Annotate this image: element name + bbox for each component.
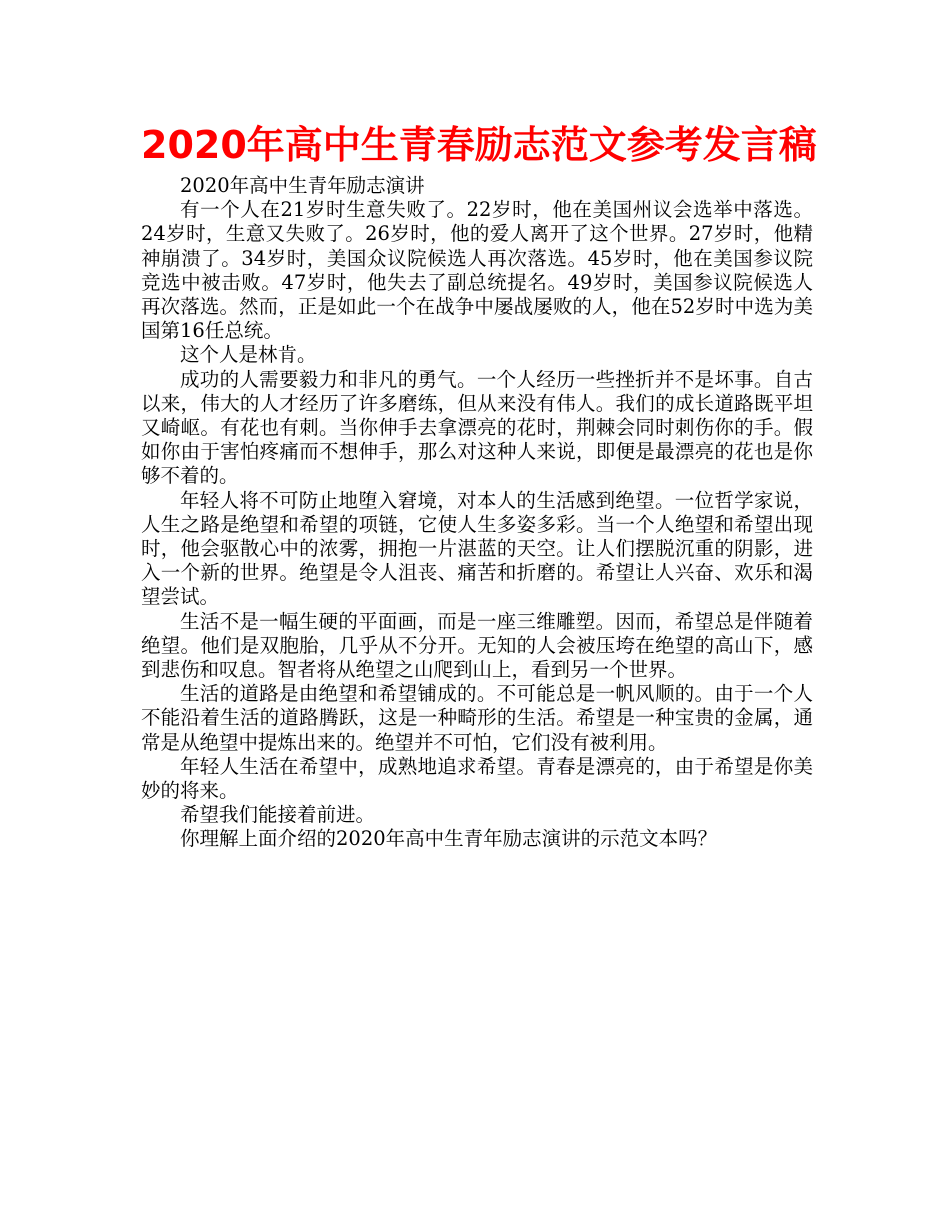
document-body — [141, 174, 813, 852]
paragraph-1: 有一个人在21岁时生意失败了。22岁时，他在美国州议会选举中落选。24岁时，生意又失败了。26岁时，他的爱人离开了这个世界。27岁时，他精神崩溃了。34岁时，美国众议院候选人再次落选。45岁时，他在美国参议院竞选中被击败。47岁时，他失去了副总统提名。49岁时，美国参议院候选人再次落选。然而，正是如此一个在战争中屡战屡败的人，他在52岁时中选为美国第16任总统。 — [141, 198, 813, 343]
paragraph-6: 生活的道路是由绝望和希望铺成的。不可能总是一帆风顺的。由于一个人不能沿着生活的道路腾跃，这是一种畸形的生活。希望是一种宝贵的金属，通常是从绝望中提炼出来的。绝望并不可怕，它们没有被利用。 — [141, 682, 813, 754]
paragraph-7: 年轻人生活在希望中，成熟地追求希望。青春是漂亮的，由于希望是你美妙的将来。 — [141, 754, 813, 803]
paragraph-subtitle: 2020年高中生青年励志演讲 — [180, 174, 425, 197]
document-title: 2020年高中生青春励志范文参考发言稿 — [141, 123, 817, 167]
paragraph-5: 生活不是一幅生硬的平面画，而是一座三维雕塑。因而，希望总是伴随着绝望。他们是双胞胎，几乎从不分开。无知的人会被压垮在绝望的高山下，感到悲伤和叹息。智者将从绝望之山爬到山上，看到另一个世界。 — [141, 609, 813, 682]
paragraph-9: 你理解上面介绍的2020年高中生青年励志演讲的示范文本吗？ — [180, 827, 718, 851]
document-page — [141, 116, 817, 852]
paragraph-4: 年轻人将不可防止地堕入窘境，对本人的生活感到绝望。一位哲学家说，人生之路是绝望和希望的项链，它使人生多姿多彩。当一个人绝望和希望出现时，他会驱散心中的浓雾，拥抱一片湛蓝的天空。让人们摆脱沉重的阴影，进入一个新的世界。绝望是令人沮丧、痛苦和折磨的。希望让人兴奋、欢乐和渴望尝试。 — [141, 488, 813, 609]
paragraph-8: 希望我们能接着前进。 — [180, 803, 376, 827]
paragraph-3: 成功的人需要毅力和非凡的勇气。一个人经历一些挫折并不是坏事。自古以来，伟大的人才经历了许多磨练，但从来没有伟人。我们的成长道路既平坦又崎岖。有花也有刺。当你伸手去拿漂亮的花时，荆棘会同时刺伤你的手。假如你由于害怕疼痛而不想伸手，那么对这种人来说，即便是最漂亮的花也是你够不着的。 — [141, 367, 813, 488]
paragraph-2: 这个人是林肯。 — [180, 343, 317, 367]
